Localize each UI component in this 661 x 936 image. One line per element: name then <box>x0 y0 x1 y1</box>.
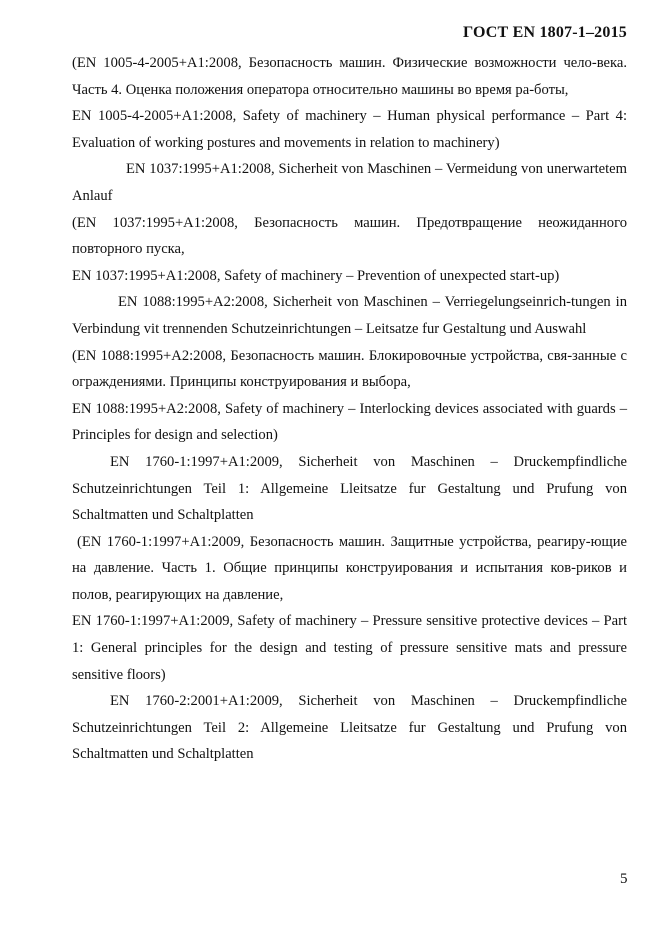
paragraph-en1005-en: EN 1005-4-2005+A1:2008, Safety of machinery – Human physical performance – Part 4: Evaluation of working postures and movements in relation to machinery) <box>72 108 627 151</box>
document-header-title: ГОСТ EN 1807-1–2015 <box>462 24 627 41</box>
paragraph-en1760-1-en: EN 1760-1:1997+A1:2009, Safety of machinery – Pressure sensitive protective devices – Part 1: General principles for the design and testing of pressure sensitive mats and pressure sensitive floors) <box>72 613 627 683</box>
paragraph-en1088-en: EN 1088:1995+A2:2008, Safety of machinery – Interlocking devices associated with guards – Principles for design and selection) <box>72 400 627 444</box>
paragraph-en1037-de: EN 1037:1995+A1:2008, Sicherheit von Maschinen – Vermeidung von unerwartetem Anlauf <box>72 161 627 204</box>
page-number: 5 <box>620 871 628 887</box>
paragraph-en1760-2-de: EN 1760-2:2001+A1:2009, Sicherheit von Maschinen – Druckempfindliche Schutzeinrichtungen Teil 2: Allgemeine Lleitsatze fur Gestaltung und Prufung von Schaltmatten und Schaltplatten <box>72 693 627 763</box>
paragraph-en1088-ru: (EN 1088:1995+A2:2008, Безопасность машин. Блокировочные устройства, свя-занные с ограждениями. Принципы конструирования и выбора, <box>72 347 627 391</box>
paragraph-en1760-1-de: EN 1760-1:1997+A1:2009, Sicherheit von Maschinen – Druckempfindliche Schutzeinrichtungen Teil 1: Allgemeine Lleitsatze fur Gestaltung und Prufung von Schaltmatten und Schaltplatten <box>72 453 627 524</box>
paragraph-en1088-de: EN 1088:1995+A2:2008, Sicherheit von Maschinen – Verriegelungseinrich-tungen in Verbindung vit trennenden Schutzeinrichtungen – Leitsatze fur Gestaltung und Auswahl <box>72 294 627 337</box>
document-body <box>72 50 627 768</box>
paragraph-en1037-en: EN 1037:1995+A1:2008, Safety of machinery – Prevention of unexpected start-up) <box>72 267 560 284</box>
paragraph-en1037-ru: (EN 1037:1995+A1:2008, Безопасность машин. Предотвращение неожиданного повторного пуска, <box>72 214 627 258</box>
paragraph-en1005-ru: (EN 1005-4-2005+A1:2008, Безопасность машин. Физические возможности чело-века. Часть 4. Оценка положения оператора относительно машины во время ра-боты, <box>72 55 627 98</box>
paragraph-en1760-1-ru: (EN 1760-1:1997+A1:2009, Безопасность машин. Защитные устройства, реагиру-ющие на давление. Часть 1. Общие принципы конструирования и испытания ков-риков и полов, реагирующих на давление, <box>72 533 627 603</box>
